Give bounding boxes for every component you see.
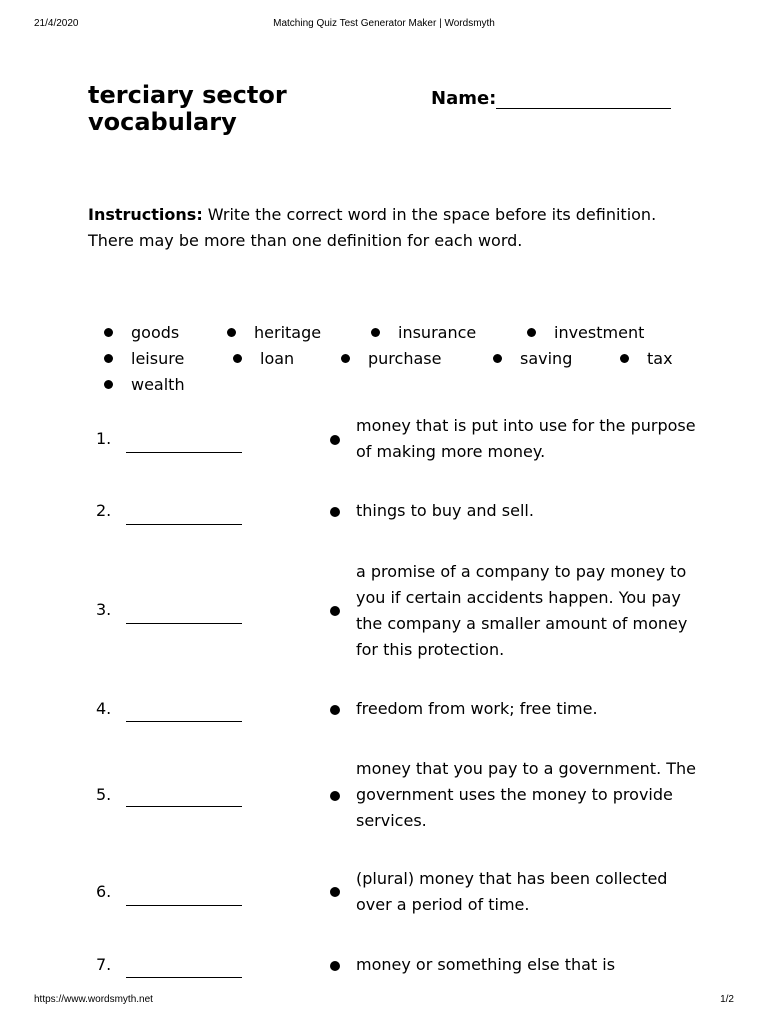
word-bank-item (104, 320, 179, 344)
bullet-icon (527, 328, 536, 337)
word-bank-word: insurance (398, 322, 477, 342)
word-bank-item (527, 320, 644, 344)
item-number: 7. (96, 955, 112, 974)
bullet-icon (330, 961, 340, 971)
quiz-title-line-1: terciary sector (88, 81, 287, 109)
item-definition: things to buy and sell. (356, 501, 534, 520)
name-blank-line (496, 86, 671, 109)
bullet-icon (330, 606, 340, 616)
word-bank-word: saving (520, 348, 573, 368)
quiz-title (88, 82, 287, 136)
item-definition: a promise of a company to pay money to you if certain accidents happen. You pay the company a smaller amount of money for this protection. (356, 562, 688, 659)
print-header (34, 18, 734, 32)
bullet-icon (104, 354, 113, 363)
bullet-icon (330, 887, 340, 897)
print-footer (34, 994, 734, 1008)
instructions-text: Write the correct word in the space before its definition. There may be more than one definition for each word. (88, 205, 657, 250)
word-bank-item (341, 346, 441, 370)
word-bank-row (104, 320, 704, 346)
item-definition: money or something else that is (356, 955, 616, 974)
word-bank-item (620, 346, 673, 370)
word-bank-item (104, 372, 185, 396)
bullet-icon (341, 354, 350, 363)
word-bank-row (104, 346, 704, 372)
item-definition: money that you pay to a government. The government uses the money to provide services. (356, 759, 696, 830)
item-definition: (plural) money that has been collected over a period of time. (356, 869, 668, 914)
answer-blank[interactable] (126, 623, 242, 624)
answer-blank[interactable] (126, 905, 242, 906)
bullet-icon (233, 354, 242, 363)
name-label: Name: (431, 88, 497, 109)
word-bank-row (104, 372, 704, 398)
word-bank-item (233, 346, 294, 370)
word-bank-word: loan (260, 348, 295, 368)
answer-blank[interactable] (126, 806, 242, 807)
bullet-icon (227, 328, 236, 337)
word-bank-word: goods (131, 322, 180, 342)
word-bank-word: heritage (254, 322, 322, 342)
word-bank-item (493, 346, 572, 370)
bullet-icon (104, 328, 113, 337)
bullet-icon (493, 354, 502, 363)
instructions (88, 202, 688, 254)
name-field (431, 86, 671, 109)
bullet-icon (330, 791, 340, 801)
item-number: 6. (96, 882, 112, 901)
answer-blank[interactable] (126, 721, 242, 722)
item-number: 3. (96, 600, 112, 619)
bullet-icon (330, 435, 340, 445)
word-bank-item (371, 320, 476, 344)
item-number: 1. (96, 429, 112, 448)
word-bank-word: purchase (368, 348, 442, 368)
bullet-icon (104, 380, 113, 389)
word-bank-word: wealth (131, 374, 185, 394)
word-bank-word: tax (647, 348, 673, 368)
word-bank-item (227, 320, 321, 344)
bullet-icon (330, 507, 340, 517)
answer-blank[interactable] (126, 977, 242, 978)
print-url: https://www.wordsmyth.net (34, 994, 153, 1005)
item-number: 2. (96, 501, 112, 520)
instructions-label: Instructions: (88, 205, 203, 224)
item-definition: freedom from work; free time. (356, 699, 598, 718)
answer-blank[interactable] (126, 452, 242, 453)
bullet-icon (330, 705, 340, 715)
item-number: 4. (96, 699, 112, 718)
word-bank-item (104, 346, 184, 370)
print-page-title: Matching Quiz Test Generator Maker | Wordsmyth (273, 18, 495, 29)
word-bank-word: leisure (131, 348, 185, 368)
word-bank (104, 320, 704, 398)
print-page-number: 1/2 (720, 994, 734, 1005)
word-bank-word: investment (554, 322, 645, 342)
answer-blank[interactable] (126, 524, 242, 525)
bullet-icon (371, 328, 380, 337)
item-definition: money that is put into use for the purpose of making more money. (356, 416, 696, 461)
item-number: 5. (96, 785, 112, 804)
bullet-icon (620, 354, 629, 363)
print-date: 21/4/2020 (34, 18, 79, 29)
quiz-title-line-2: vocabulary (88, 108, 237, 136)
